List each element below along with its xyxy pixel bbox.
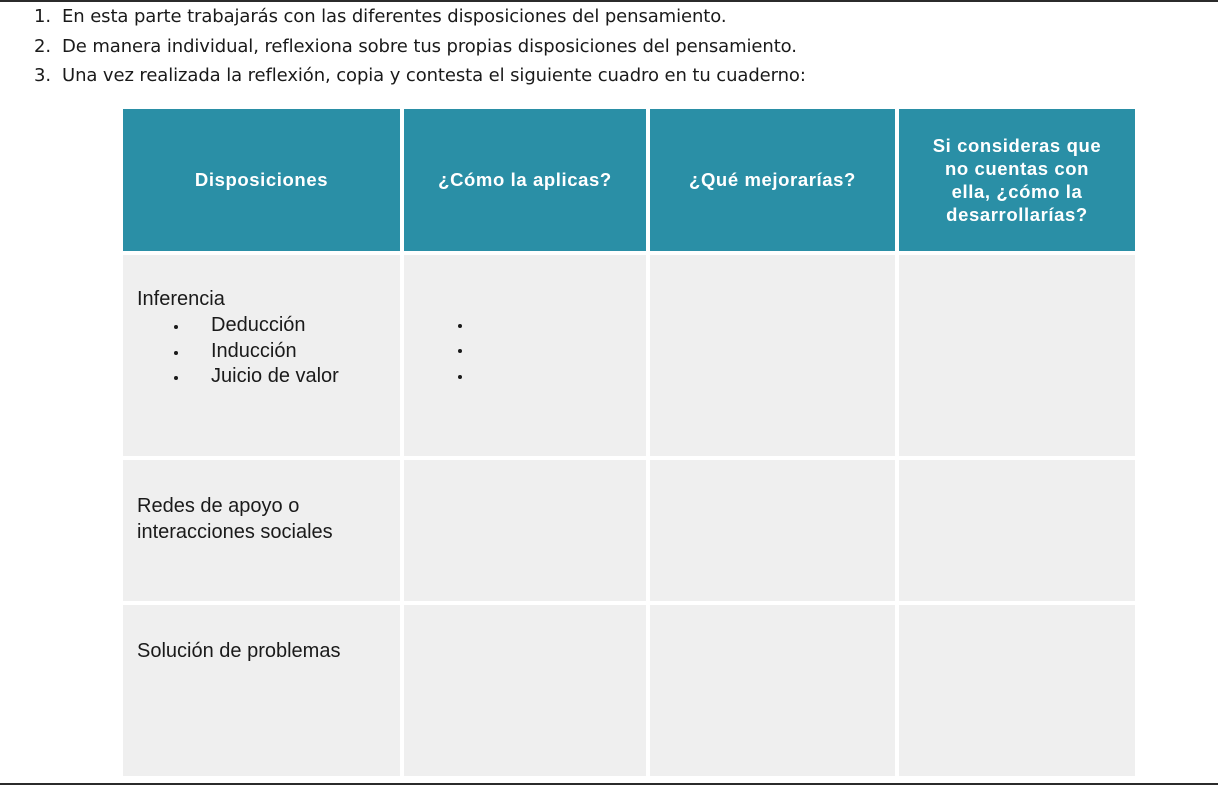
cell-solucion-aplicas	[404, 605, 646, 776]
cell-inferencia-aplicas	[404, 255, 646, 456]
header-label: ¿Qué mejorarías?	[689, 169, 856, 190]
bullet-item-induccion: Inducción	[168, 339, 339, 365]
header-label: Disposiciones	[194, 169, 329, 190]
cell-redes-aplicas	[404, 460, 646, 601]
instruction-item	[34, 2, 806, 32]
bullet-item-deduccion: Deducción	[168, 313, 339, 339]
instruction-text: En esta parte trabajarás con las diferentes disposiciones del pensamiento.	[62, 6, 727, 27]
bottom-border-line	[0, 783, 1218, 785]
cell-inferencia-desarrollarias	[899, 255, 1135, 456]
instruction-number: 2.	[34, 35, 51, 57]
cell-solucion-desarrollarias	[899, 605, 1135, 776]
bullet-dot	[458, 349, 462, 353]
cell-solucion-problemas	[123, 605, 400, 776]
row-label-line: Redes de apoyo o	[137, 495, 300, 517]
inferencia-bullet-list	[168, 313, 339, 390]
instruction-item	[34, 61, 806, 91]
instruction-item	[34, 32, 806, 62]
header-como-aplicas	[404, 109, 646, 251]
row-label-inferencia: Inferencia	[137, 288, 225, 310]
instruction-number: 1.	[34, 6, 51, 27]
instruction-text: De manera individual, reflexiona sobre tus propias disposiciones del pensamiento.	[62, 35, 797, 57]
cell-solucion-mejorarias	[650, 605, 895, 776]
bullet-item-juicio-valor: Juicio de valor	[168, 364, 339, 390]
header-disposiciones	[123, 109, 400, 251]
header-label-line: Si consideras que	[932, 135, 1102, 156]
header-label-line: desarrollarías?	[946, 204, 1088, 225]
header-label-line: no cuentas con	[944, 158, 1090, 179]
bullet-dot	[458, 375, 462, 379]
row-label-solucion: Solución de problemas	[137, 640, 341, 662]
instruction-list	[34, 2, 806, 91]
header-que-mejorarias	[650, 109, 895, 251]
instruction-text: Una vez realizada la reflexión, copia y contesta el siguiente cuadro en tu cuaderno:	[62, 65, 806, 86]
cell-redes-mejorarias	[650, 460, 895, 601]
header-si-consideras	[899, 109, 1135, 251]
row-label-redes	[137, 494, 333, 545]
dispositions-table	[123, 109, 1135, 776]
cell-inferencia-mejorarias	[650, 255, 895, 456]
instruction-number: 3.	[34, 65, 51, 86]
header-label-line: ella, ¿cómo la	[951, 181, 1083, 202]
bullet-dot	[458, 324, 462, 328]
row-label-line: interacciones sociales	[137, 520, 333, 543]
header-label: ¿Cómo la aplicas?	[438, 169, 612, 190]
cell-redes-desarrollarias	[899, 460, 1135, 601]
